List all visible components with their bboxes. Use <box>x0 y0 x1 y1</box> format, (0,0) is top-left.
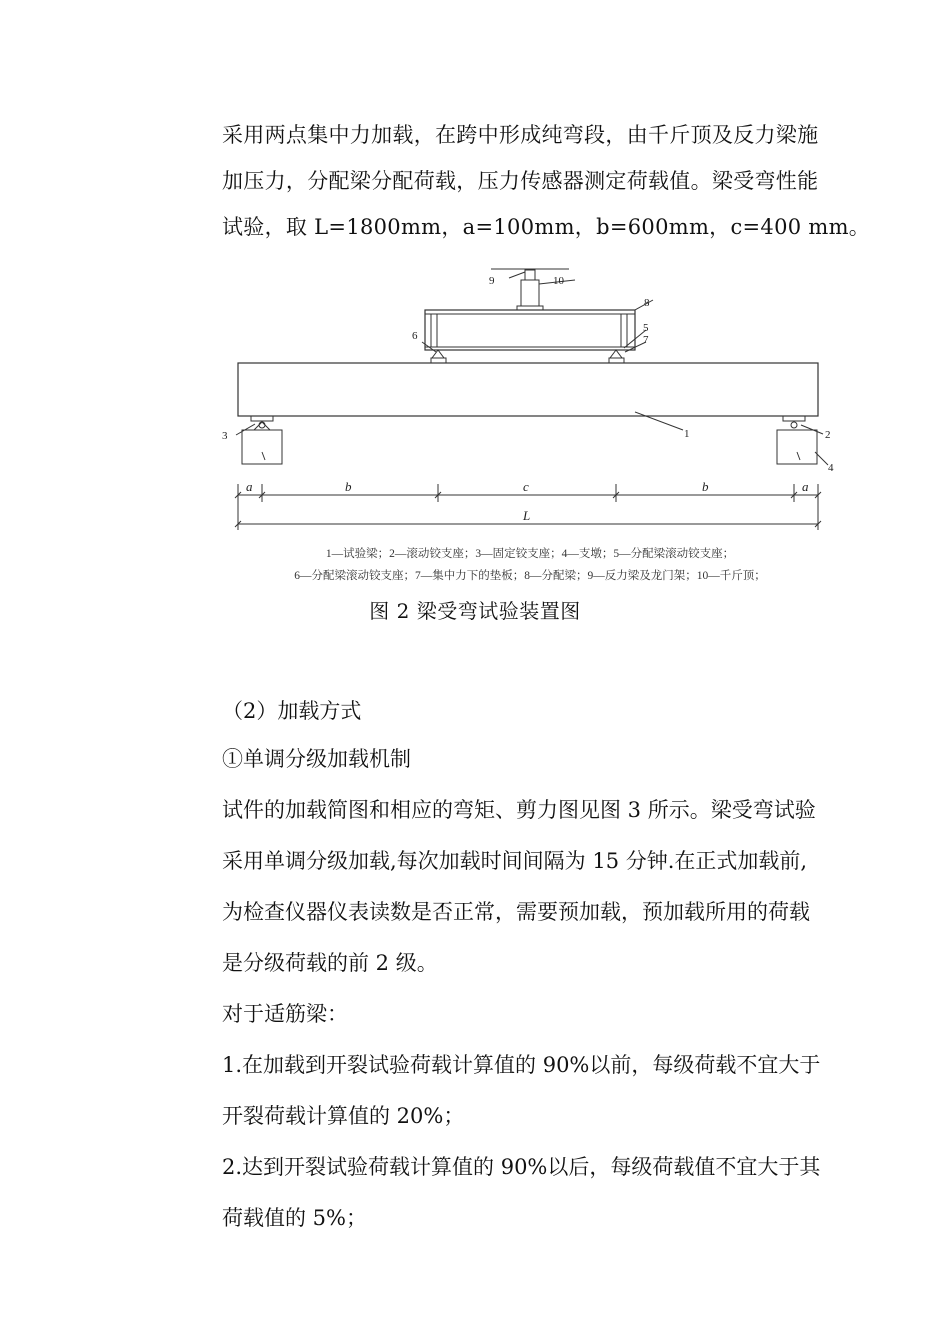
label-5: 5 <box>643 322 649 334</box>
figure-caption: 图 2 梁受弯试验装置图 <box>369 599 581 623</box>
figure-legend-line: 6—分配梁滚动铰支座；7—集中力下的垫板；8—分配梁；9—反力梁及龙门架；10—千斤顶； <box>294 570 766 582</box>
support-2-plate <box>783 416 805 421</box>
test-beam <box>238 363 818 416</box>
dim-a-left: a <box>246 479 253 494</box>
intro-paragraph <box>222 112 871 250</box>
support-3-pin <box>259 422 265 428</box>
pad-right <box>609 358 624 363</box>
label-10: 10 <box>553 275 564 287</box>
text-line: 加压力，分配梁分配荷载，压力传感器测定荷载值。梁受弯性能 <box>222 169 819 193</box>
dim-b-left: b <box>345 479 352 494</box>
jack-top <box>525 270 535 280</box>
text-line: 对于适筋梁： <box>222 1002 348 1026</box>
label-2: 2 <box>825 429 831 441</box>
label-8: 8 <box>644 297 650 309</box>
pier-right <box>777 430 817 464</box>
support-6 <box>432 350 444 358</box>
pad-left <box>431 358 446 363</box>
dim-a-right: a <box>802 479 809 494</box>
dim-b-right: b <box>702 479 709 494</box>
text-line: 是分级荷载的前 2 级。 <box>222 951 438 975</box>
text-line: 试验，取 L=1800mm，a=100mm，b=600mm，c=400 mm。 <box>222 215 871 239</box>
label-9: 9 <box>489 275 495 287</box>
support-3-plate <box>251 416 273 421</box>
test-setup-diagram <box>222 262 835 542</box>
text-line: 采用单调分级加载,每次加载时间间隔为 15 分钟.在正式加载前, <box>222 849 808 873</box>
section-body <box>222 734 862 1244</box>
jack-body <box>521 280 539 306</box>
jack-base <box>517 306 543 310</box>
figure-legend-line: 1—试验梁；2—滚动铰支座；3—固定铰支座；4—支墩；5—分配梁滚动铰支座； <box>325 548 735 560</box>
label-3: 3 <box>222 430 228 442</box>
section-heading: （2）加载方式 <box>222 699 362 723</box>
pier-left <box>242 430 282 464</box>
text-line: 2.达到开裂试验荷载计算值的 90%以后，每级荷载值不宜大于其 <box>222 1155 821 1179</box>
label-4: 4 <box>828 462 834 474</box>
text-line: 为检查仪器仪表读数是否正常，需要预加载，预加载所用的荷载 <box>222 900 810 924</box>
text-line: ①单调分级加载机制 <box>222 747 411 771</box>
text-line: 1.在加载到开裂试验荷载计算值的 90%以前，每级荷载不宜大于 <box>222 1053 821 1077</box>
label-7: 7 <box>643 334 649 346</box>
label-1: 1 <box>684 428 690 440</box>
text-line: 试件的加载简图和相应的弯矩、剪力图见图 3 所示。梁受弯试验 <box>222 798 816 822</box>
support-2-roller <box>791 422 797 428</box>
dim-c: c <box>523 479 529 494</box>
text-line: 荷载值的 5%； <box>222 1206 367 1230</box>
support-5 <box>610 350 622 358</box>
dim-L: L <box>523 508 531 523</box>
test-setup-figure <box>222 262 835 592</box>
distribution-beam <box>425 310 635 350</box>
support-3 <box>254 422 270 430</box>
text-line: 采用两点集中力加载，在跨中形成纯弯段，由千斤顶及反力梁施 <box>222 123 819 147</box>
text-line: 开裂荷载计算值的 20%； <box>222 1104 465 1128</box>
label-6: 6 <box>412 330 418 342</box>
